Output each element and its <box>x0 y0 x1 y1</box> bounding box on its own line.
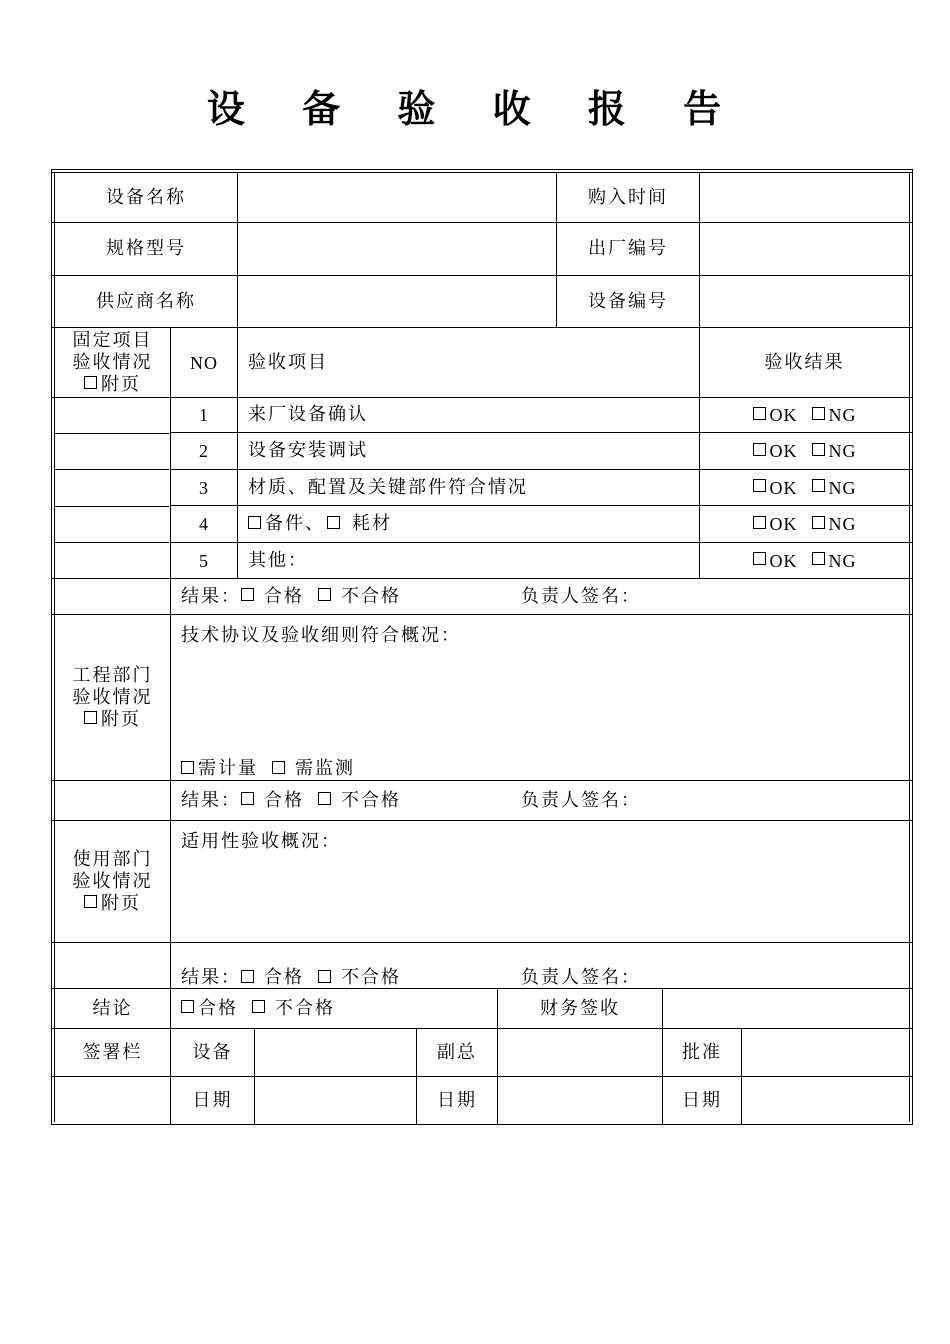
device-no-label: 设备编号 <box>588 290 668 312</box>
checkbox-icon[interactable] <box>753 407 766 420</box>
ok-ng-options[interactable]: OK NG <box>700 470 909 505</box>
no-column-header: NO <box>190 352 218 373</box>
checkbox-icon[interactable] <box>248 516 261 529</box>
usage-result-line: 结果： 合格 不合格 负责人签名： <box>181 967 641 988</box>
vice-sign-field[interactable] <box>498 1029 662 1076</box>
spec-model-label: 规格型号 <box>106 238 186 259</box>
fixed-section-label <box>55 328 170 397</box>
fixed-label-line2: 验收情况 <box>72 351 153 373</box>
supplier-field[interactable] <box>238 276 556 327</box>
item-number: 4 <box>199 514 209 534</box>
device-sign-field[interactable] <box>255 1029 416 1076</box>
purchase-time-label: 购入时间 <box>588 186 668 208</box>
approve-field[interactable] <box>742 1029 909 1076</box>
checkbox-icon[interactable] <box>812 479 825 492</box>
fixed-attachment-checkbox[interactable]: 附页 <box>84 374 141 396</box>
result-column-header: 验收结果 <box>764 351 845 373</box>
checkbox-icon[interactable] <box>753 479 766 492</box>
checkbox-icon <box>84 895 97 908</box>
need-monitor-checkbox[interactable] <box>272 761 285 774</box>
pass-checkbox[interactable] <box>181 1000 194 1013</box>
item-name: 备件、 耗材 <box>238 506 699 542</box>
supplier-label: 供应商名称 <box>96 290 196 312</box>
item-number: 1 <box>199 405 209 425</box>
checkbox-icon[interactable] <box>812 516 825 529</box>
need-measure-checkbox[interactable] <box>181 761 194 774</box>
checkbox-icon <box>84 711 97 724</box>
item-number: 5 <box>199 550 209 571</box>
approve-date-label: 日期 <box>682 1089 722 1111</box>
fail-checkbox[interactable] <box>318 792 331 805</box>
usage-attachment-checkbox[interactable]: 附页 <box>84 893 141 915</box>
checkbox-icon[interactable] <box>753 516 766 529</box>
fail-checkbox[interactable] <box>318 970 331 983</box>
purchase-time-field[interactable] <box>700 173 909 222</box>
item-name: 设备安装调试 <box>248 440 368 461</box>
checkbox-icon[interactable] <box>753 443 766 456</box>
finance-sign-label: 财务签收 <box>540 997 620 1019</box>
vice-sign-label: 副总 <box>437 1041 477 1063</box>
device-no-field[interactable] <box>700 276 909 327</box>
fixed-result-line: 结果： 合格 不合格 负责人签名： <box>181 585 641 607</box>
item-column-header: 验收项目 <box>248 351 328 373</box>
device-name-label: 设备名称 <box>106 186 186 208</box>
signer-label: 负责人签名： <box>521 585 641 607</box>
pass-checkbox[interactable] <box>241 588 254 601</box>
vice-date-field[interactable] <box>498 1077 662 1124</box>
signer-label: 负责人签名： <box>521 967 641 988</box>
ok-ng-options[interactable]: OK NG <box>700 543 909 578</box>
item-name: 其他： <box>248 549 308 571</box>
ok-ng-options[interactable]: OK NG <box>700 506 909 542</box>
engineering-attachment-checkbox[interactable]: 附页 <box>84 709 141 731</box>
checkbox-icon[interactable] <box>327 516 340 529</box>
checkbox-icon <box>84 376 97 389</box>
checkbox-icon[interactable] <box>812 552 825 565</box>
factory-no-label: 出厂编号 <box>588 238 668 259</box>
checkbox-icon[interactable] <box>812 443 825 456</box>
checkbox-icon[interactable] <box>753 552 766 565</box>
device-date-label: 日期 <box>192 1089 233 1111</box>
item-number: 2 <box>199 441 209 461</box>
ok-ng-options[interactable]: OK NG <box>700 433 909 469</box>
finance-sign-field[interactable] <box>663 989 909 1028</box>
device-name-field[interactable] <box>238 173 556 222</box>
item-name: 来厂设备确认 <box>248 404 368 425</box>
ok-ng-options[interactable]: OK NG <box>700 398 909 432</box>
factory-no-field[interactable] <box>700 223 909 275</box>
item-number: 3 <box>199 477 209 498</box>
usage-summary-label: 适用性验收概况： <box>181 831 341 852</box>
usage-section-label: 使用部门 验收情况 附页 <box>72 848 153 914</box>
device-date-field[interactable] <box>255 1077 416 1124</box>
conclusion-options: 合格 不合格 <box>171 989 497 1028</box>
engineering-summary-label: 技术协议及验收细则符合概况： <box>181 625 461 646</box>
conclusion-label: 结论 <box>92 997 133 1019</box>
device-sign-label: 设备 <box>192 1041 233 1063</box>
fail-checkbox[interactable] <box>318 588 331 601</box>
pass-checkbox[interactable] <box>241 970 254 983</box>
spec-model-field[interactable] <box>238 223 556 275</box>
vice-date-label: 日期 <box>437 1089 477 1111</box>
approve-label: 批准 <box>682 1041 722 1063</box>
pass-checkbox[interactable] <box>241 792 254 805</box>
engineering-options: 需计量 需监测 <box>171 758 909 780</box>
checkbox-icon[interactable] <box>812 407 825 420</box>
fail-checkbox[interactable] <box>252 1000 265 1013</box>
engineering-section-label: 工程部门 验收情况 附页 <box>72 664 153 730</box>
page-title: 设 备 验 收 报 告 <box>206 86 744 131</box>
item-name: 材质、配置及关键部件符合情况 <box>248 476 528 498</box>
fixed-label-line1: 固定项目 <box>72 329 153 351</box>
approve-date-field[interactable] <box>742 1077 909 1124</box>
signer-label: 负责人签名： <box>521 789 641 811</box>
engineering-result-line: 结果： 合格 不合格 负责人签名： <box>181 789 641 811</box>
signature-label: 签署栏 <box>82 1041 143 1063</box>
